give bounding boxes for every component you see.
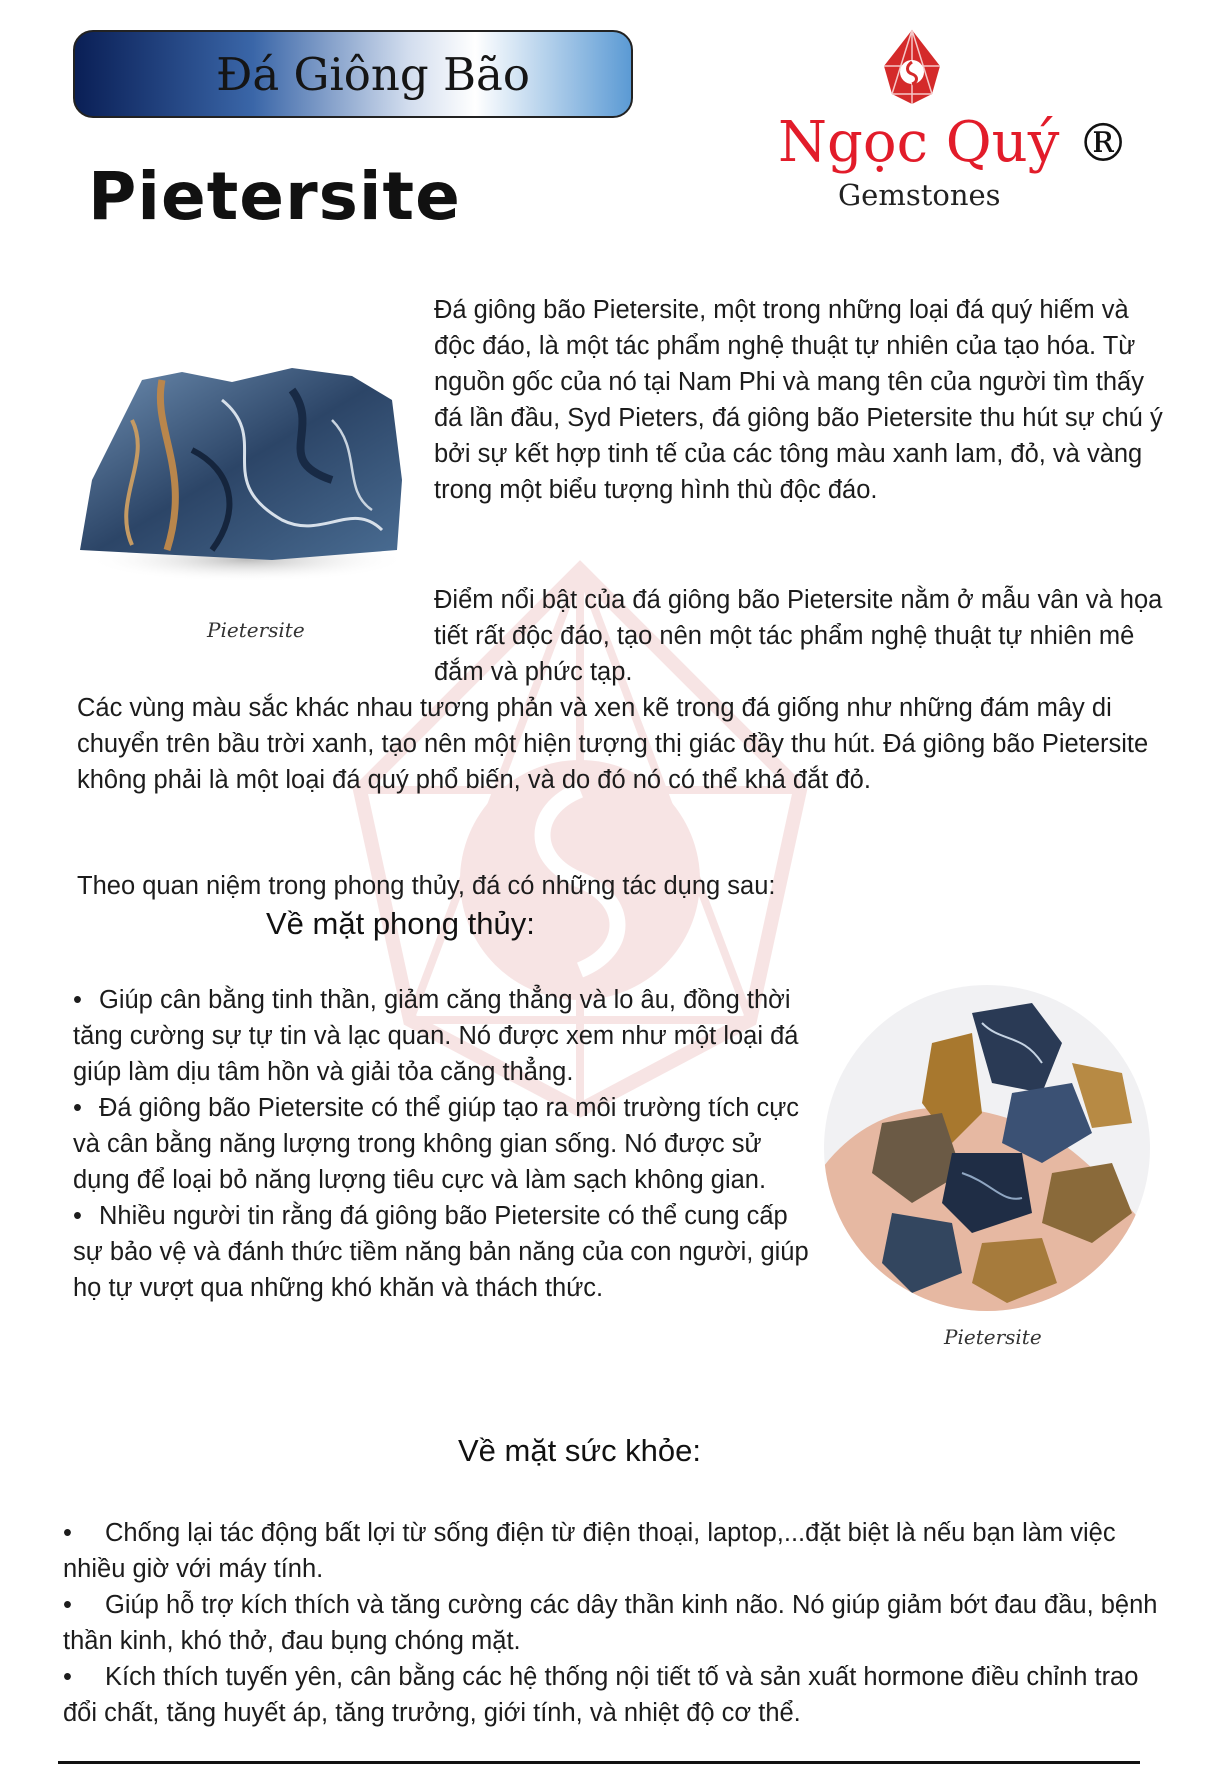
highlight-paragraph: Điểm nổi bật của đá giông bão Pietersite nằm ở mẫu vân và họa tiết rất độc đáo, tạo nên một tác phẩm nghệ thuật tự nhiên mê đắm và phức tạp. — [434, 586, 1163, 686]
footer-divider — [58, 1761, 1140, 1764]
gem-logo-icon — [880, 28, 944, 106]
bullet-icon: • — [73, 1094, 82, 1122]
stone-caption: Pietersite — [207, 618, 305, 642]
fengshui-heading: Về mặt phong thủy: — [266, 906, 535, 941]
pebbles-caption: Pietersite — [944, 1325, 1042, 1349]
list-item — [63, 1515, 1163, 1587]
health-item-text: Kích thích tuyến yên, cân bằng các hệ thống nội tiết tố và sản xuất hormone điều chỉnh trao đổi chất, tăng huyết áp, tăng trưởng, giới tính, và nhiệt độ cơ thể. — [63, 1663, 1139, 1727]
bullet-icon: • — [73, 1202, 82, 1230]
pietersite-stone-image — [72, 360, 412, 600]
list-item — [73, 1198, 818, 1306]
bullet-icon: • — [63, 1663, 72, 1691]
list-item — [63, 1659, 1163, 1731]
bullet-icon: • — [73, 986, 82, 1014]
health-item-text: Chống lại tác động bất lợi từ sống điện từ điện thoại, laptop,...đặt biệt là nếu bạn làm việc nhiều giờ với máy tính. — [63, 1519, 1116, 1583]
brand-name-text: Ngọc Quý — [778, 110, 1060, 175]
fengshui-item-text: Nhiều người tin rằng đá giông bão Pietersite có thể cung cấp sự bảo vệ và đánh thức tiềm năng bản năng của con người, giúp họ tự vượt qua những khó khăn và thách thức. — [73, 1202, 809, 1302]
list-item — [73, 1090, 818, 1198]
intro-paragraph: Đá giông bão Pietersite, một trong những loại đá quý hiếm và độc đáo, là một tác phẩm nghệ thuật tự nhiên của tạo hóa. Từ nguồn gốc của nó tại Nam Phi và mang tên của người tìm thấy đá lần đầu, Syd Pieters, đá giông bão Pietersite thu hút sự chú ý bởi sự kết hợp tinh tế của các tông màu xanh lam, đỏ, và vàng trong một biểu tượng hình thù độc đáo. — [434, 296, 1163, 504]
list-item — [73, 982, 818, 1090]
health-heading: Về mặt sức khỏe: — [458, 1433, 702, 1468]
colors-paragraph: Các vùng màu sắc khác nhau tương phản và xen kẽ trong đá giống như những đám mây di chuyển trên bầu trời xanh, tạo nên một hiện tượng thị giác đầy thu hút. Đá giông bão Pietersite không phải là một loại đá quý phổ biến, và do đó nó có thể khá đắt đỏ. — [77, 694, 1149, 794]
banner-label: Đá Giông Bão — [216, 47, 530, 101]
health-item-text: Giúp hỗ trợ kích thích và tăng cường các dây thần kinh não. Nó giúp giảm bớt đau đầu, bệnh thần kinh, khó thở, đau bụng chóng mặt. — [63, 1591, 1158, 1655]
brand-name — [778, 110, 1129, 175]
bullet-icon: • — [63, 1591, 72, 1619]
bullet-icon: • — [63, 1519, 72, 1547]
fengshui-item-text: Đá giông bão Pietersite có thể giúp tạo ra môi trường tích cực và cân bằng năng lượng trong không gian sống. Nó được sử dụng để loại bỏ năng lượng tiêu cực và làm sạch không gian. — [73, 1094, 800, 1194]
page-title: Pietersite — [88, 158, 461, 235]
fengshui-item-text: Giúp cân bằng tinh thần, giảm căng thẳng và lo âu, đồng thời tăng cường sự tự tin và lạc quan. Nó được xem như một loại đá giúp làm dịu tâm hồn và giải tỏa căng thẳng. — [73, 986, 799, 1086]
category-banner — [73, 30, 633, 118]
health-list — [63, 1515, 1163, 1731]
registered-mark: ® — [1077, 114, 1130, 174]
list-item — [63, 1587, 1163, 1659]
fengshui-list — [73, 982, 818, 1306]
pietersite-pebbles-image — [822, 983, 1152, 1313]
fengshui-intro: Theo quan niệm trong phong thủy, đá có những tác dụng sau: — [77, 872, 776, 900]
brand-subtitle: Gemstones — [838, 178, 1001, 212]
